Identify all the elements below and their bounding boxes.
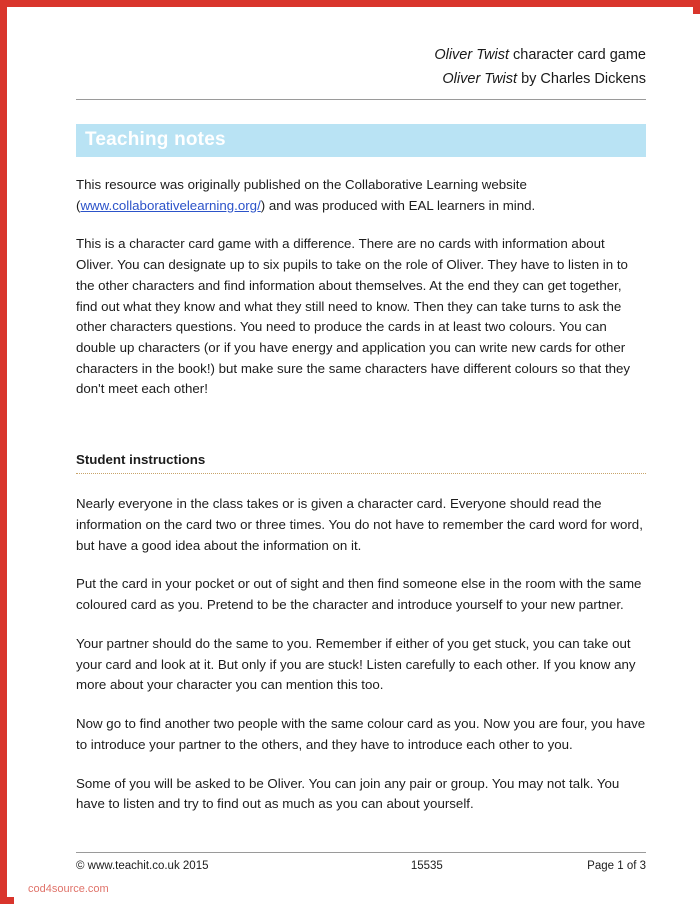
header-title-italic: Oliver Twist [434, 47, 509, 63]
footer-copyright: © www.teachit.co.uk 2015 [76, 860, 209, 872]
student-instruction-paragraph-3: Your partner should do the same to you. Remember if either of you get stuck, you can take out your card and look at it. But only if you are stuck! Listen carefully to each other. If you know any more about your character you can mention this too. [76, 635, 636, 693]
header-divider [76, 99, 646, 100]
document-sheet [14, 14, 700, 904]
header-subtitle-italic: Oliver Twist [442, 70, 518, 87]
student-instruction-paragraph-1: Nearly everyone in the class takes or is given a character card. Everyone should read the information on the card two or three times. You do not have to remember the card word for word, but have a good idea about the information on it. [76, 496, 643, 553]
collaborative-learning-link[interactable]: www.collaborativelearning.org/ [80, 197, 261, 213]
header-title-rest: character card game [508, 47, 646, 63]
watermark-text: cod4source.com [28, 883, 109, 895]
document-header [76, 44, 646, 100]
teaching-notes-banner: Teaching notes [76, 124, 646, 157]
student-instruction-paragraph-5: Some of you will be asked to be Oliver. You can join any pair or group. You may not talk. You have to listen and try to find out as much as you can about yourself. [76, 775, 620, 812]
header-line-1 [76, 44, 646, 68]
student-instructions-heading: Student instructions [76, 452, 206, 468]
intro-text-after-link: ) and was produced with EAL learners in mind. [260, 197, 536, 213]
intro-paragraph-1 [76, 175, 646, 216]
student-instruction-paragraph-4: Now go to find another two people with the same colour card as you. Now you are four, you have to introduce your partner to the others, and they have to introduce each other to you. [76, 716, 646, 752]
header-line-2 [76, 68, 646, 92]
student-instructions-divider [76, 473, 646, 474]
header-subtitle-rest: by Charles Dickens [517, 70, 646, 87]
footer-doc-number: 15535 [410, 860, 443, 872]
student-instruction-paragraph-2: Put the card in your pocket or out of sight and then find someone else in the room with the same coloured card as you. Pretend to be the character and introduce yourself to your new partner. [76, 576, 642, 613]
document-footer [76, 852, 646, 872]
footer-page-info: Page 1 of 3 [587, 860, 646, 872]
intro-paragraph-2: This is a character card game with a difference. There are no cards with information about Oliver. You can designate up to six pupils to take on the role of Oliver. They have to listen in to the other characters and find information about themselves. At the end they can get together, find out what they know and what they still need to know. Then they can take turns to ask the other characters questions. You need to produce the cards in at least two colours. You can double up characters (or if you have energy and application you can write new cards for other characters in the book!) but make sure the same characters have different colours so that they don't meet each other! [76, 236, 631, 397]
intro-text-before-link: This resource was originally published on the Collaborative Learning website ( [76, 176, 527, 213]
document-body [76, 44, 646, 815]
